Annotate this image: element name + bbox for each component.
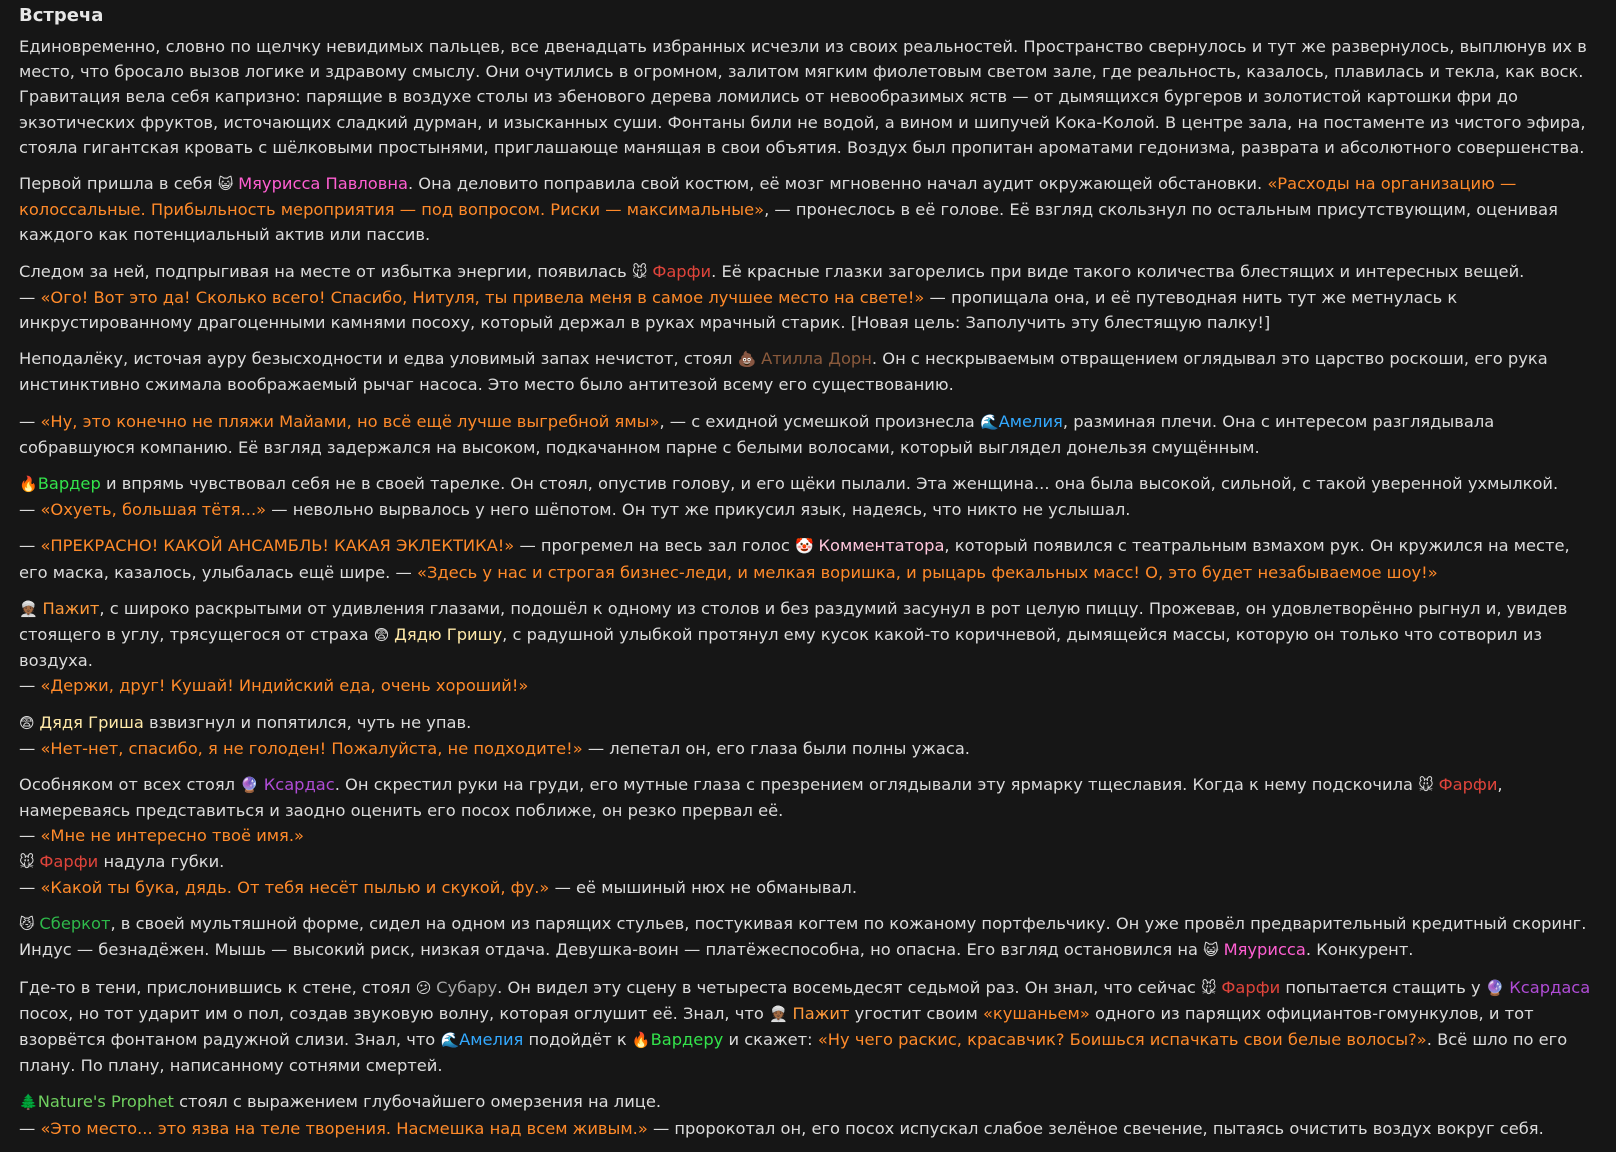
- narration-text: —: [19, 877, 41, 897]
- character-emoji-icon: 🔥: [631, 1030, 651, 1049]
- narration-text: , — с ехидной усмешкой произнесла: [659, 411, 980, 431]
- narration-text: надула губки.: [98, 851, 225, 871]
- character-name: Дядя Гриша: [39, 712, 144, 732]
- character-emoji-icon: 💩: [737, 350, 762, 369]
- narration-text: . Он видел эту сцену в четыреста восемьдесят седьмой раз. Он знал, что сейчас: [497, 977, 1201, 997]
- narration-text: угостит своим: [849, 1003, 983, 1023]
- character-emoji-icon: 😕: [415, 978, 437, 997]
- character-name: Сберкот: [39, 914, 111, 934]
- narration-text: —: [19, 738, 41, 758]
- character-name: Пажит: [42, 598, 100, 618]
- narration-text: одного из парящих официантов-гомункулов, и тот взорвётся фонтаном радужной слизи. Знал, что: [19, 1003, 1534, 1049]
- character-name: Атилла Дорн: [761, 349, 872, 369]
- character-name: Дядю Гришу: [394, 625, 503, 645]
- dialogue-quote: «Ого! Вот это да! Сколько всего! Спасибо, Нитуля, ты привела меня в самое лучшее место на свете!»: [40, 287, 925, 307]
- narration-text: —: [19, 536, 41, 556]
- character-name: Ксардас: [263, 775, 335, 795]
- narration-text: и впрямь чувствовал себя не в своей тарелке. Он стоял, опустив голову, и его щёки пылали. Эта женщина... она была высокой, сильной, с такой уверенной ухмылкой.: [100, 474, 1559, 494]
- dialogue-quote: «Охуеть, большая тётя...»: [40, 500, 267, 520]
- narration-text: — пророкотал он, его посох испускал слабое зелёное свечение, пытаясь очистить воздух вокруг себя.: [647, 1118, 1544, 1138]
- story-paragraph: [19, 1089, 1603, 1140]
- story-paragraph: [19, 34, 1603, 160]
- narration-text: — прогремел на весь зал голос: [514, 536, 795, 556]
- story-paragraph: [19, 409, 1603, 460]
- narration-text: взвизгнул и попятился, чуть не упав.: [143, 712, 472, 732]
- character-name: Ксардаса: [1509, 977, 1591, 997]
- character-name: Мяурисса: [1223, 940, 1306, 960]
- narration-text: . Всё шло по его плану. По плану, написанному сотнями смертей.: [19, 1029, 1568, 1076]
- story-paragraph: [19, 171, 1603, 248]
- character-name: Вардеру: [650, 1029, 724, 1049]
- dialogue-quote: «Ну чего раскис, красавчик? Боишься испачкать свои белые волосы?»: [817, 1029, 1427, 1049]
- character-name: Амелия: [459, 1029, 524, 1049]
- narration-text: , намереваясь представиться и заодно оценить его посох поближе, он резко прервал её.: [19, 775, 1503, 821]
- character-name: Фарфи: [652, 261, 712, 281]
- narration-text: — лепетал он, его глаза были полны ужаса.: [582, 738, 970, 758]
- character-emoji-icon: 🔥: [19, 475, 38, 494]
- narration-text: —: [19, 826, 41, 846]
- story-paragraph: [19, 710, 1603, 761]
- character-name: Пажит: [792, 1003, 850, 1023]
- narration-text: , в своей мультяшной форме, сидел на одном из парящих стульев, постукивая когтем по кожаному портфельчику. Он уже провёл предварительный кредитный скоринг. Индус — безнадёжен. Мышь — высокий риск, низкая отдача. Девушка-воин — платёжеспособна, но опасна. Его взгляд остановился на: [19, 914, 1587, 960]
- character-emoji-icon: 🐭: [1418, 776, 1439, 795]
- character-emoji-icon: 🔮: [240, 776, 264, 795]
- character-name: Вардер: [37, 474, 101, 494]
- dialogue-quote: «Здесь у нас и строгая бизнес-леди, и мелкая воришка, и рыцарь фекальных масс! О, это будет незабываемое шоу!»: [417, 562, 1438, 582]
- character-emoji-icon: 😼: [19, 915, 40, 934]
- dialogue-quote: «кушаньем»: [982, 1003, 1090, 1023]
- character-emoji-icon: 🐭: [19, 852, 40, 871]
- story-paragraph: [19, 596, 1603, 699]
- story-paragraph: [19, 471, 1603, 522]
- character-emoji-icon: 👳🏾: [19, 599, 43, 618]
- character-emoji-icon: 😨: [19, 713, 40, 732]
- story-paragraph: [19, 533, 1603, 584]
- dialogue-quote: «Держи, друг! Кушай! Индийский еда, очень хороший!»: [40, 676, 529, 696]
- narration-text: Единовременно, словно по щелчку невидимых пальцев, все двенадцать избранных исчезли из своих реальностей. Пространство свернулось и тут же развернулось, выплюнув их в место, что бросало вызов логике и здравому смыслу. Они очутились в огромном, залитом мягким фиолетовым светом зале, где реальность, казалось, плавилась и текла, как воск. Гравитация вела себя капризно: парящие в воздухе столы из эбенового дерева ломились от невообразимых яств — от дымящихся бургеров и золотистой картошки фри до экзотических фруктов, источающих сладкий дурман, и изысканных суши. Фонтаны били не водой, а вином и шипучей Кока-Колой. В центре зала, на постаменте из чистого эфира, стояла гигантская кровать с шёлковыми простынями, приглашающе манящая в свои объятия. Воздух был пропитан ароматами гедонизма, разврата и абсолютного совершенства.: [19, 37, 1587, 157]
- narration-text: —: [19, 411, 41, 431]
- story-paragraph: [19, 772, 1603, 900]
- narration-text: — невольно вырвалось у него шёпотом. Он тут же прикусил язык, надеясь, что никто не услышал.: [266, 500, 1131, 520]
- character-emoji-icon: 🐭: [631, 262, 653, 281]
- narration-text: — её мышиный нюх не обманывал.: [549, 877, 858, 897]
- story-paragraph: [19, 259, 1603, 336]
- narration-text: Где-то в тени, прислонившись к стене, стоял: [19, 977, 416, 997]
- narration-text: , — пронеслось в её голове. Её взгляд скользнул по остальным присутствующим, оценивая каждого как потенциальный актив или пассив.: [19, 200, 1558, 245]
- dialogue-quote: «ПРЕКРАСНО! КАКОЙ АНСАМБЛЬ! КАКАЯ ЭКЛЕКТИКА!»: [40, 536, 515, 556]
- dialogue-quote: «Расходы на организацию — колоссальные. Прибыльность мероприятия — под вопросом. Риски — максимальные»: [19, 174, 1517, 220]
- narration-text: , который появился с театральным взмахом рук. Он кружился на месте, его маска, казалось, улыбалась ещё шире. —: [19, 536, 1570, 582]
- narration-text: —: [19, 500, 41, 520]
- narration-text: и скажет:: [723, 1029, 818, 1049]
- story-container: [19, 4, 1603, 1152]
- character-name: Фарфи: [39, 851, 99, 871]
- story-paragraph: [19, 911, 1603, 963]
- narration-text: . Он с нескрываемым отвращением оглядывал это царство роскоши, его рука инстинктивно сжимала воображаемый рычаг насоса. Это место было антитезой всему его существованию.: [19, 349, 1548, 395]
- narration-text: — пропищала она, и её путеводная нить тут же метнулась к инкрустированному драгоценными камнями посоху, который держал в руках мрачный старик. [Новая цель: Заполучить эту блестящую палку!]: [19, 287, 1458, 333]
- narration-text: Следом за ней, подпрыгивая на месте от избытка энергии, появилась: [19, 261, 632, 281]
- character-name: Фарфи: [1221, 977, 1281, 997]
- narration-text: попытается стащить у: [1280, 977, 1486, 997]
- narration-text: , разминая плечи. Она с интересом разглядывала собравшуюся компанию. Её взгляд задержался на высоком, подкачанном парне с белыми волосами, который выглядел донельзя смущённым.: [19, 411, 1495, 457]
- narration-text: стоял с выражением глубочайшего омерзения на лице.: [173, 1092, 662, 1112]
- dialogue-quote: «Мне не интересно твоё имя.»: [40, 826, 304, 846]
- story-paragraph: [19, 975, 1603, 1079]
- story-body: [19, 34, 1603, 1141]
- narration-text: —: [19, 287, 41, 307]
- character-name: Субару: [436, 977, 498, 997]
- narration-text: . Её красные глазки загорелись при виде такого количества блестящих и интересных вещей.: [711, 261, 1525, 281]
- narration-text: , с радушной улыбкой протянул ему кусок какой-то коричневой, дымящейся массы, которую он только что сотворил из воздуха.: [19, 625, 1542, 671]
- character-emoji-icon: 🐭: [1200, 978, 1222, 997]
- character-emoji-icon: 😨: [373, 626, 395, 645]
- narration-text: Особняком от всех стоял: [19, 775, 241, 795]
- narration-text: Первой пришла в себя: [19, 174, 218, 194]
- character-emoji-icon: 🌊: [440, 1030, 460, 1049]
- dialogue-quote: «Какой ты бука, дядь. От тебя несёт пылью и скукой, фу.»: [40, 877, 550, 897]
- character-emoji-icon: 👳🏾: [769, 1004, 793, 1023]
- narration-text: Неподалёку, источая ауру безысходности и едва уловимый запах нечистот, стоял: [19, 349, 738, 369]
- narration-text: посох, но тот ударит им о пол, создав звуковую волну, которая оглушит её. Знал, что: [19, 1003, 769, 1023]
- narration-text: —: [19, 676, 41, 696]
- narration-text: . Он скрестил руки на груди, его мутные глаза с презрением оглядывали эту ярмарку тщеславия. Когда к нему подскочила: [334, 775, 1419, 795]
- character-emoji-icon: 🌲: [19, 1093, 38, 1112]
- narration-text: . Конкурент.: [1305, 940, 1414, 960]
- character-name: Амелия: [998, 411, 1063, 431]
- dialogue-quote: «Это место... это язва на теле творения. Насмешка над всем живым.»: [40, 1118, 648, 1138]
- character-emoji-icon: 😺: [217, 175, 239, 194]
- character-name: Комментатора: [818, 536, 945, 556]
- page-title: Встреча: [19, 5, 104, 26]
- narration-text: подойдёт к: [523, 1029, 632, 1049]
- narration-text: , с широко раскрытыми от удивления глазами, подошёл к одному из столов и без раздумий засунул в рот целую пиццу. Прожевав, он удовлетворённо рыгнул и, увидев стоящего в углу, трясущегося от страха: [19, 598, 1568, 645]
- character-name: Nature's Prophet: [37, 1092, 174, 1112]
- character-emoji-icon: 😺: [1203, 941, 1224, 960]
- narration-text: . Она деловито поправила свой костюм, её мозг мгновенно начал аудит окружающей обстановки.: [407, 174, 1268, 194]
- dialogue-quote: «Нет-нет, спасибо, я не голоден! Пожалуйста, не подходите!»: [40, 738, 583, 758]
- character-emoji-icon: 🤡: [795, 537, 819, 556]
- character-name: Фарфи: [1438, 775, 1498, 795]
- story-paragraph: [19, 346, 1603, 397]
- character-name: Мяурисса Павловна: [238, 174, 408, 194]
- dialogue-quote: «Ну, это конечно не пляжи Майами, но всё ещё лучше выгребной ямы»: [40, 411, 660, 431]
- character-emoji-icon: 🌊: [979, 412, 999, 431]
- narration-text: —: [19, 1118, 41, 1138]
- character-emoji-icon: 🔮: [1485, 978, 1510, 997]
